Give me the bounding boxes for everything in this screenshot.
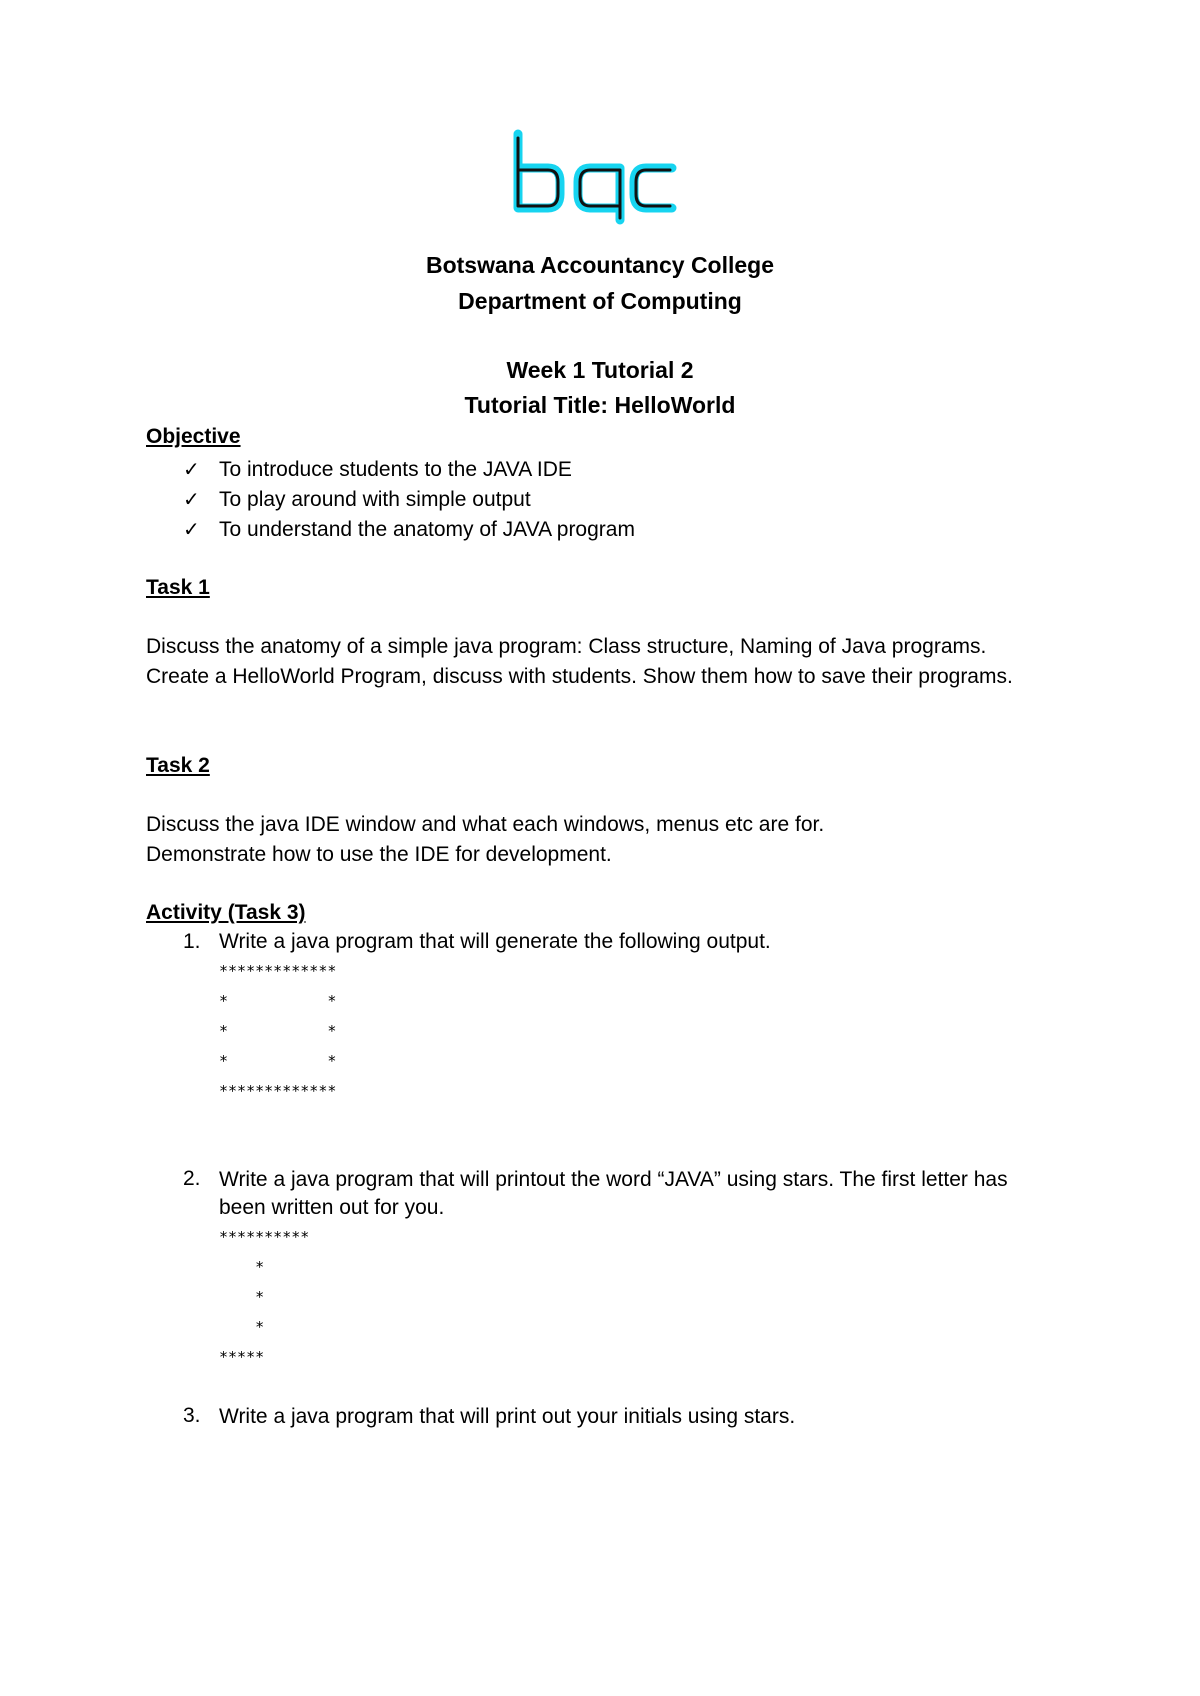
question-3-text: Write a java program that will print out your initials using stars. [219,1405,796,1428]
check-icon: ✓ [183,489,200,511]
activity-heading: Activity (Task 3) [146,901,306,924]
list-item: ✓ To play around with simple output [183,485,635,515]
objective-heading: Objective [146,425,241,448]
question-1-output: ************* * * * * * * ************* [219,962,337,1100]
question-2-number: 2. [183,1167,201,1190]
department-name: Department of Computing [458,288,742,314]
check-icon: ✓ [183,459,200,481]
objective-list [183,455,635,545]
week-title: Week 1 Tutorial 2 [506,357,694,383]
question-2-text: Write a java program that will printout the word “JAVA” using stars. The first letter has been written out for you. [219,1168,1008,1219]
bqc-logo [508,128,682,226]
list-item: ✓ To introduce students to the JAVA IDE [183,455,635,485]
question-1-text: Write a java program that will generate the following output. [219,930,771,953]
question-1-number: 1. [183,930,201,953]
task1-heading: Task 1 [146,576,210,599]
task2-line-1: Discuss the java IDE window and what each windows, menus etc are for. [146,813,825,836]
task1-paragraph-1: Discuss the anatomy of a simple java program: Class structure, Naming of Java programs. [146,635,987,658]
task1-paragraph-2: Create a HelloWorld Program, discuss with students. Show them how to save their programs. [146,665,1013,688]
institution-name: Botswana Accountancy College [425,252,775,278]
task2-line-2: Demonstrate how to use the IDE for development. [146,843,612,866]
tutorial-title: Tutorial Title: HelloWorld [464,392,736,418]
question-2-output: ********** * * * ***** [219,1228,310,1366]
question-3-number: 3. [183,1404,201,1427]
task2-heading: Task 2 [146,754,210,777]
check-icon: ✓ [183,519,200,541]
list-item: ✓ To understand the anatomy of JAVA program [183,515,635,545]
